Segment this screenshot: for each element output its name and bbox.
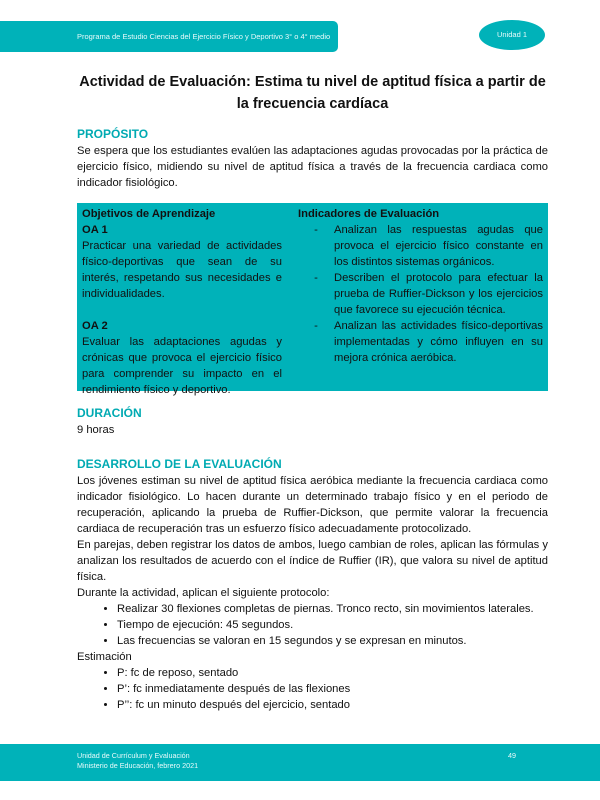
list-item: • P: fc de reposo, sentado <box>117 665 548 681</box>
footer <box>0 744 600 781</box>
list-item: • Tiempo de ejecución: 45 segundos. <box>117 617 548 633</box>
indicator-item <box>298 270 543 318</box>
page-number: 49 <box>508 751 516 760</box>
duration-text: 9 horas <box>77 424 115 436</box>
content <box>77 126 548 713</box>
page-title: Actividad de Evaluación: Estima tu nivel de aptitud física a partir de la frecuencia cardíaca <box>79 74 546 112</box>
objectives-column <box>82 206 282 396</box>
indicator-text: Analizan las respuestas agudas que provoca el ejercicio físico constante en los distintos sistemas orgánicos. <box>334 224 543 268</box>
development-paragraph: Los jóvenes estiman su nivel de aptitud física aeróbica mediante la frecuencia cardiaca como indicador fisiológico. Lo hacen durante un determinado trabajo físico y en el periodo de recuperación, aplicando la prueba de Ruffier-Dickson, que permite valorar la frecuencia cardiaca de recuperación tras un esfuerzo físico adecuadamente protocolizado. <box>77 475 548 535</box>
oa-text: Evaluar las adaptaciones agudas y crónicas que provoca el ejercicio físico para comprender su impacto en el rendimiento físico y deportivo. <box>82 336 282 396</box>
estimation-list <box>77 665 548 713</box>
oa-label: OA 2 <box>82 320 108 332</box>
dash-bullet: - <box>314 320 318 332</box>
indicator-text: Analizan las actividades físico-deportivas implementadas y cómo influyen en su mejora crónica aeróbica. <box>334 320 543 364</box>
duration-heading: DURACIÓN <box>77 406 142 420</box>
indicator-text: Describen el protocolo para efectuar la prueba de Ruffier-Dickson y los ejercicios que favorece su ejecución técnica. <box>334 272 543 316</box>
objectives-table <box>77 203 548 396</box>
development-paragraph: Durante la actividad, aplican el siguiente protocolo: <box>77 587 330 599</box>
protocol-list <box>77 601 548 649</box>
indicator-item <box>298 222 543 270</box>
purpose-text: Se espera que los estudiantes evalúen las adaptaciones agudas provocadas por la práctica de ejercicio físico, midiendo su nivel de aptitud física a través de la frecuencia cardiaca como indicador fisiológico. <box>77 145 548 189</box>
col1-header: Objetivos de Aprendizaje <box>82 208 216 220</box>
list-item: • Las frecuencias se valoran en 15 segundos y se expresan en minutos. <box>117 633 548 649</box>
oa-text: Practicar una variedad de actividades físico-deportivas que sean de su interés, respetando sus necesidades e individualidades. <box>82 240 282 300</box>
indicators-column <box>298 206 543 389</box>
unit-badge: Unidad 1 <box>479 20 545 50</box>
development-paragraph: En parejas, deben registrar los datos de ambos, luego cambian de roles, aplican las fórmulas y analizan los resultados de acuerdo con el índice de Ruffier (IR), que valora su nivel de aptitud física. <box>77 539 548 583</box>
dash-bullet: - <box>314 224 318 236</box>
dash-bullet: - <box>314 272 318 284</box>
estimation-label: Estimación <box>77 651 132 663</box>
col2-header: Indicadores de Evaluación <box>298 208 440 220</box>
oa-label: OA 1 <box>82 224 108 236</box>
list-item: • Realizar 30 flexiones completas de piernas. Tronco recto, sin movimientos laterales. <box>117 601 548 617</box>
development-heading: DESARROLLO DE LA EVALUACIÓN <box>77 457 282 471</box>
footer-line2: Ministerio de Educación, febrero 2021 <box>77 761 199 770</box>
indicator-item <box>298 318 543 366</box>
purpose-heading: PROPÓSITO <box>77 127 149 141</box>
list-item: • P’: fc inmediatamente después de las flexiones <box>117 681 548 697</box>
header-program-bar: Programa de Estudio Ciencias del Ejercicio Físico y Deportivo 3° o 4° medio <box>0 21 338 52</box>
footer-line1: Unidad de Currículum y Evaluación <box>77 751 190 760</box>
list-item: • P’’: fc un minuto después del ejercicio, sentado <box>117 697 548 713</box>
